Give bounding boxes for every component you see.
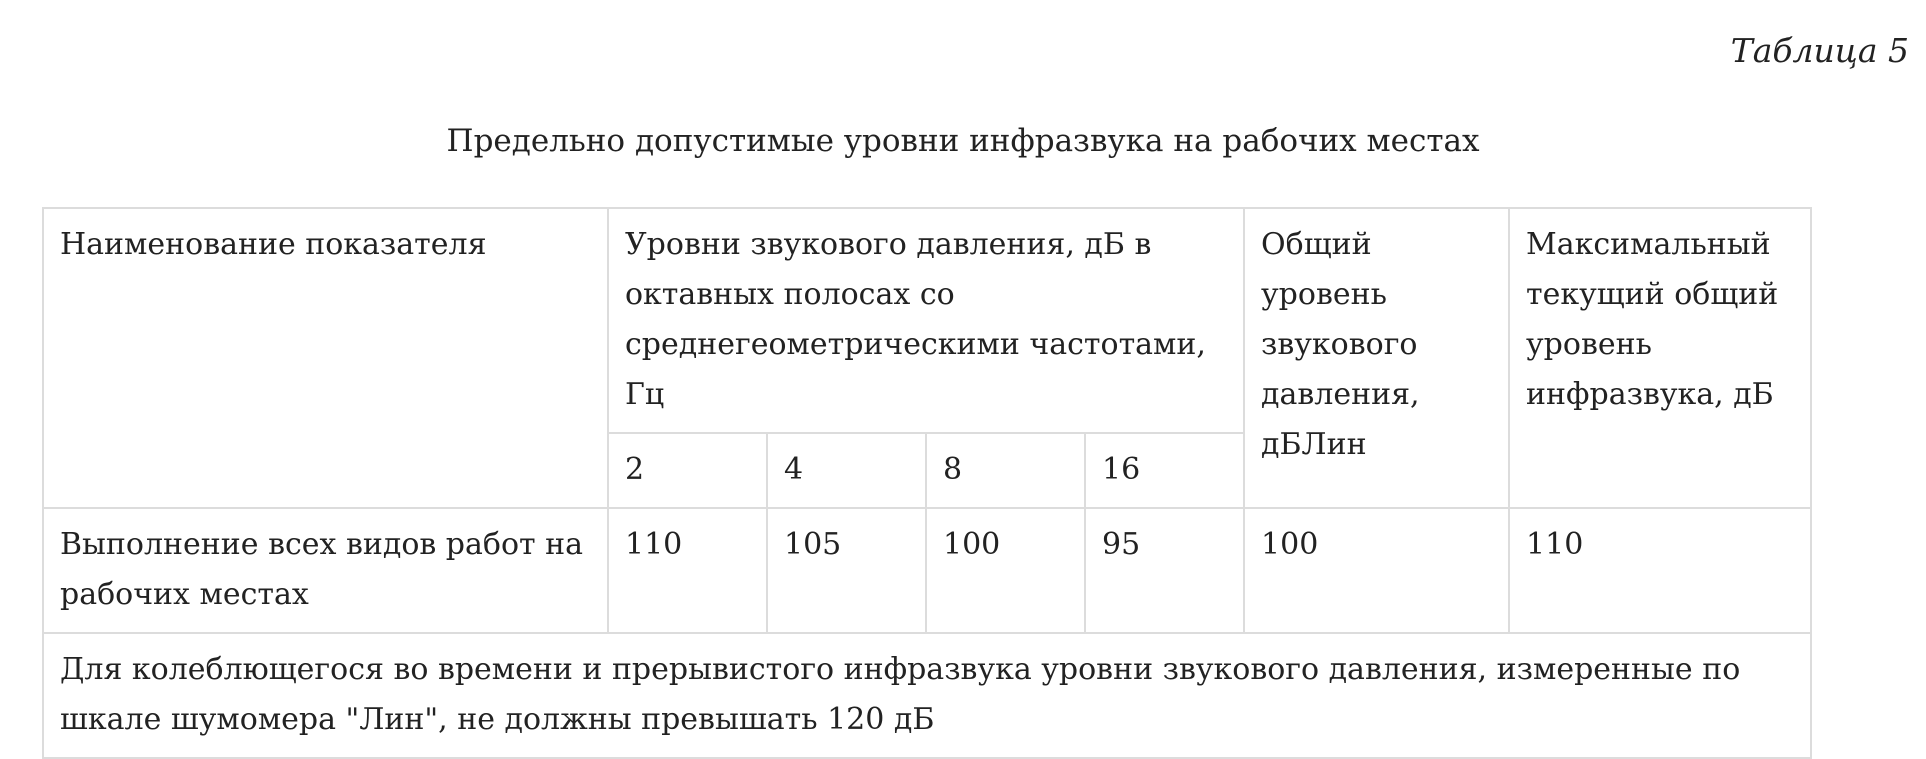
max-level-value-cell: 110 (1509, 508, 1811, 633)
total-level-header-cell: Общий уровень звукового давления, дБЛин (1244, 208, 1509, 508)
frequency-header-cell: 8 (926, 433, 1085, 508)
row-name-cell: Выполнение всех видов работ на рабочих местах (43, 508, 608, 633)
note-row (43, 633, 1811, 758)
frequency-header-cell: 4 (767, 433, 926, 508)
table-number-label: Таблица 5 (1730, 31, 1909, 70)
value-cell: 105 (767, 508, 926, 633)
indicator-header-cell: Наименование показателя (43, 208, 608, 508)
frequency-header-cell: 16 (1085, 433, 1244, 508)
note-cell: Для колеблющегося во времени и прерывистого инфразвука уровни звукового давления, измеренные по шкале шумомера "Лин", не должны превышать 120 дБ (43, 633, 1811, 758)
header-row-1 (43, 208, 1811, 433)
total-level-value-cell: 100 (1244, 508, 1509, 633)
octave-band-header-cell: Уровни звукового давления, дБ в октавных полосах со среднегеометрическими частотами, Гц (608, 208, 1244, 433)
value-cell: 100 (926, 508, 1085, 633)
value-cell: 110 (608, 508, 767, 633)
frequency-header-cell: 2 (608, 433, 767, 508)
table-row (43, 508, 1811, 633)
max-level-header-cell: Максимальный текущий общий уровень инфразвука, дБ (1509, 208, 1811, 508)
value-cell: 95 (1085, 508, 1244, 633)
infrasound-limits-table (42, 207, 1812, 759)
table-title: Предельно допустимые уровни инфразвука на рабочих местах (446, 123, 1480, 159)
